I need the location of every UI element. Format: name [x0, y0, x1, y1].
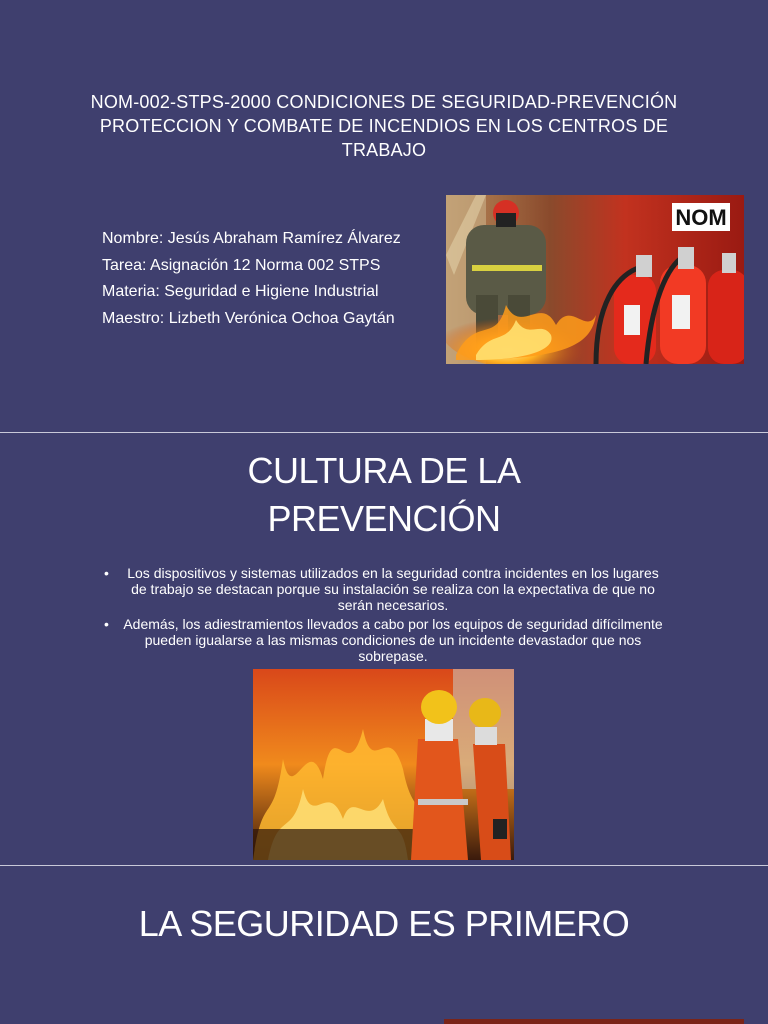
- slide-2: [0, 433, 768, 865]
- bullet-icon: •: [104, 565, 109, 581]
- slide-2-title-line-2: PREVENCIÓN: [267, 498, 501, 539]
- slide-3-title: LA SEGURIDAD ES PRIMERO: [138, 903, 630, 944]
- bullet-list: [104, 565, 664, 667]
- subject: Materia: Seguridad e Higiene Industrial: [102, 283, 379, 300]
- slide-1-title: NOM-002-STPS-2000 CONDICIONES DE SEGURIDAD-PREVENCIÓN PROTECCION Y COMBATE DE INCENDIOS EN LOS CENTROS DE TRABAJO: [90, 92, 678, 160]
- photo-partial: [444, 1019, 744, 1024]
- teacher: Maestro: Lizbeth Verónica Ochoa Gaytán: [102, 309, 395, 327]
- nom-logo-icon: NOM: [675, 205, 727, 230]
- bullet-text: Los dispositivos y sistemas utilizados en la seguridad contra incidentes en los lugares de trabajo se destacan porque su instalación se realiza con la expectativa de que no serán necesarios.: [127, 565, 659, 613]
- slide-2-title: [0, 447, 768, 543]
- list-item: [104, 565, 664, 613]
- firefighters-fire-photo: [253, 669, 514, 860]
- slide-3: [0, 866, 768, 1024]
- list-item: [104, 616, 664, 664]
- firefighter-extinguishers-photo: [446, 195, 744, 364]
- bullet-text: Además, los adiestramientos llevados a cabo por los equipos de seguridad difícilmente pueden igualarse a las mismas condiciones de un incidente devastador que nos sobrepase.: [123, 616, 663, 664]
- student-info: [102, 226, 401, 332]
- assignment: Tarea: Asignación 12 Norma 002 STPS: [102, 256, 381, 274]
- bullet-icon: •: [104, 616, 109, 632]
- student-name: Nombre: Jesús Abraham Ramírez Álvarez: [102, 230, 401, 247]
- slide-1: [0, 0, 768, 432]
- slide-2-title-line-1: CULTURA DE LA: [247, 450, 521, 491]
